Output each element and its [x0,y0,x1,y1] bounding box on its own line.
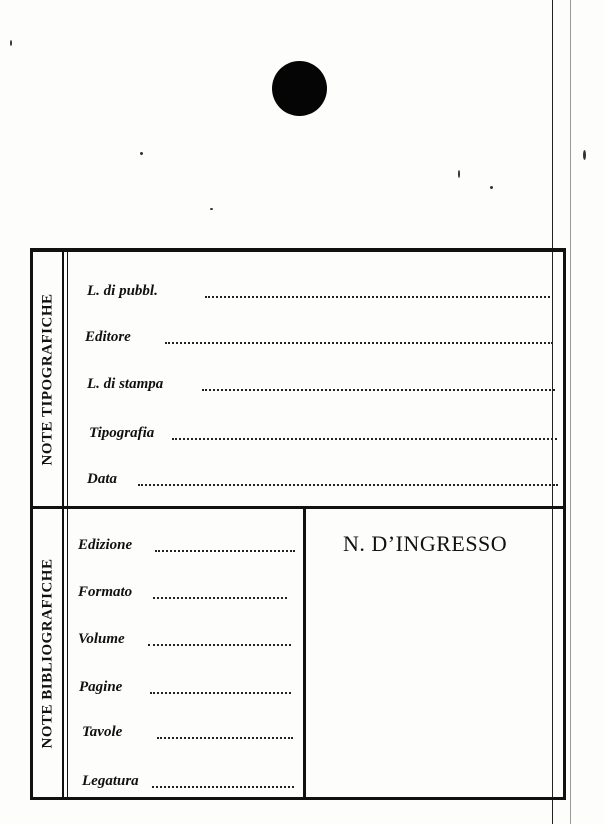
scan-speck [140,152,143,155]
field-line[interactable] [205,296,550,298]
field-line[interactable] [150,692,291,694]
page-edge-line [570,0,571,824]
field-label-editore: Editore [85,329,131,345]
field-label-tavole: Tavole [82,724,123,740]
scan-speck [490,186,493,189]
field-label-legatura: Legatura [82,773,139,789]
field-label-tipografia: Tipografia [89,425,155,441]
field-line[interactable] [138,484,558,486]
card-rule [67,252,68,798]
field-label-luogo-pubblicazione: L. di pubbl. [87,283,158,299]
scan-speck [458,170,460,178]
card-column-divider [303,509,306,798]
scan-speck [210,208,213,210]
field-label-volume: Volume [78,631,125,647]
field-line[interactable] [202,389,555,391]
section-label-tipografiche: NOTE TIPOGRAFICHE [39,293,56,465]
field-label-luogo-stampa: L. di stampa [87,376,164,392]
scan-speck [583,150,586,160]
field-line[interactable] [172,438,557,440]
field-line[interactable] [165,342,553,344]
field-label-edizione: Edizione [78,537,133,553]
field-line[interactable] [148,644,291,646]
field-label-pagine: Pagine [79,679,123,695]
card-section-divider [33,506,563,509]
field-label-formato: Formato [78,584,133,600]
punch-hole [272,61,327,116]
field-line[interactable] [155,550,295,552]
section-label-bibliografiche: NOTE BIBLIOGRAFICHE [39,558,56,749]
field-line[interactable] [152,786,294,788]
field-line[interactable] [157,737,293,739]
scan-speck [10,40,12,46]
ingresso-label: N. D’INGRESSO [343,531,508,556]
field-line[interactable] [153,597,287,599]
field-label-data: Data [87,471,117,487]
